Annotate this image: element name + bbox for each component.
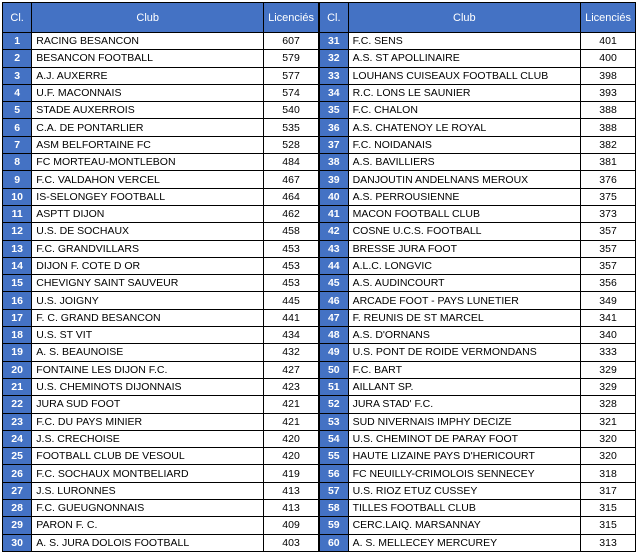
club-cell: F.C. VALDAHON VERCEL (32, 171, 264, 188)
rankings-body-right (320, 33, 636, 552)
licencies-cell: 341 (581, 309, 636, 326)
rank-cell: 30 (3, 534, 32, 551)
licencies-cell: 427 (264, 361, 319, 378)
licencies-cell: 453 (264, 257, 319, 274)
table-row (320, 50, 636, 67)
club-cell: C.A. DE PONTARLIER (32, 119, 264, 136)
rank-cell: 1 (3, 33, 32, 50)
rank-cell: 31 (320, 33, 349, 50)
licencies-cell: 484 (264, 154, 319, 171)
club-cell: FONTAINE LES DIJON F.C. (32, 361, 264, 378)
licencies-cell: 340 (581, 327, 636, 344)
table-row (320, 67, 636, 84)
licencies-cell: 376 (581, 171, 636, 188)
rank-cell: 8 (3, 154, 32, 171)
licencies-cell: 315 (581, 500, 636, 517)
licencies-cell: 464 (264, 188, 319, 205)
licencies-cell: 453 (264, 275, 319, 292)
licencies-cell: 333 (581, 344, 636, 361)
rank-cell: 32 (320, 50, 349, 67)
club-cell: JURA SUD FOOT (32, 396, 264, 413)
licencies-cell: 423 (264, 378, 319, 395)
table-row (320, 257, 636, 274)
club-cell: A.S. AUDINCOURT (348, 275, 581, 292)
licencies-cell: 375 (581, 188, 636, 205)
table-row (3, 430, 319, 447)
club-cell: A.S. BAVILLIERS (348, 154, 581, 171)
rank-cell: 33 (320, 67, 349, 84)
licencies-cell: 393 (581, 84, 636, 101)
licencies-cell: 382 (581, 136, 636, 153)
table-row (320, 413, 636, 430)
club-cell: FOOTBALL CLUB DE VESOUL (32, 448, 264, 465)
table-row (3, 465, 319, 482)
licencies-cell: 318 (581, 465, 636, 482)
rank-cell: 7 (3, 136, 32, 153)
club-cell: U.S. ST VIT (32, 327, 264, 344)
licencies-cell: 409 (264, 517, 319, 534)
rank-cell: 2 (3, 50, 32, 67)
club-cell: COSNE U.C.S. FOOTBALL (348, 223, 581, 240)
rank-cell: 59 (320, 517, 349, 534)
table-row (3, 223, 319, 240)
licencies-cell: 328 (581, 396, 636, 413)
table-row (3, 119, 319, 136)
table-row (3, 396, 319, 413)
header-rank: Cl. (320, 3, 349, 33)
licencies-cell: 445 (264, 292, 319, 309)
club-cell: TILLES FOOTBALL CLUB (348, 500, 581, 517)
licencies-cell: 403 (264, 534, 319, 551)
rank-cell: 27 (3, 482, 32, 499)
club-cell: ASM BELFORTAINE FC (32, 136, 264, 153)
club-cell: F.C. SENS (348, 33, 581, 50)
table-row (320, 482, 636, 499)
club-cell: U.S. CHEMINOT DE PARAY FOOT (348, 430, 581, 447)
rank-cell: 50 (320, 361, 349, 378)
licencies-cell: 579 (264, 50, 319, 67)
rank-cell: 11 (3, 205, 32, 222)
table-row (3, 84, 319, 101)
licencies-cell: 401 (581, 33, 636, 50)
rank-cell: 24 (3, 430, 32, 447)
rank-cell: 4 (3, 84, 32, 101)
club-cell: ARCADE FOOT - PAYS LUNETIER (348, 292, 581, 309)
table-row (3, 136, 319, 153)
table-row (3, 482, 319, 499)
club-cell: FC NEUILLY-CRIMOLOIS SENNECEY (348, 465, 581, 482)
club-cell: DANJOUTIN ANDELNANS MEROUX (348, 171, 581, 188)
club-cell: U.S. CHEMINOTS DIJONNAIS (32, 378, 264, 395)
table-row (3, 448, 319, 465)
header-row (320, 3, 636, 33)
licencies-cell: 357 (581, 223, 636, 240)
club-cell: JURA STAD' F.C. (348, 396, 581, 413)
rank-cell: 5 (3, 102, 32, 119)
licencies-cell: 432 (264, 344, 319, 361)
rank-cell: 39 (320, 171, 349, 188)
club-cell: SUD NIVERNAIS IMPHY DECIZE (348, 413, 581, 430)
licencies-cell: 458 (264, 223, 319, 240)
licencies-cell: 577 (264, 67, 319, 84)
rank-cell: 57 (320, 482, 349, 499)
club-cell: F. REUNIS DE ST MARCEL (348, 309, 581, 326)
club-cell: A.L.C. LONGVIC (348, 257, 581, 274)
table-row (320, 154, 636, 171)
club-cell: F.C. DU PAYS MINIER (32, 413, 264, 430)
club-cell: U.S. PONT DE ROIDE VERMONDANS (348, 344, 581, 361)
rank-cell: 22 (3, 396, 32, 413)
club-cell: A.S. PERROUSIENNE (348, 188, 581, 205)
table-row (3, 257, 319, 274)
table-row (3, 344, 319, 361)
rank-cell: 41 (320, 205, 349, 222)
table-row (320, 500, 636, 517)
rankings-body-left (3, 33, 319, 552)
rank-cell: 43 (320, 240, 349, 257)
table-row (320, 309, 636, 326)
table-row (320, 465, 636, 482)
rank-cell: 23 (3, 413, 32, 430)
club-cell: ASPTT DIJON (32, 205, 264, 222)
rank-cell: 53 (320, 413, 349, 430)
club-cell: A.S. ST APOLLINAIRE (348, 50, 581, 67)
rank-cell: 25 (3, 448, 32, 465)
club-cell: F.C. NOIDANAIS (348, 136, 581, 153)
club-cell: A. S. MELLECEY MERCUREY (348, 534, 581, 551)
licencies-cell: 528 (264, 136, 319, 153)
club-cell: PARON F. C. (32, 517, 264, 534)
rank-cell: 26 (3, 465, 32, 482)
table-row (320, 430, 636, 447)
header-rank: Cl. (3, 3, 32, 33)
table-row (320, 205, 636, 222)
rank-cell: 37 (320, 136, 349, 153)
rank-cell: 54 (320, 430, 349, 447)
licencies-cell: 421 (264, 413, 319, 430)
club-cell: BRESSE JURA FOOT (348, 240, 581, 257)
table-row (3, 205, 319, 222)
club-cell: BESANCON FOOTBALL (32, 50, 264, 67)
table-row (320, 448, 636, 465)
table-row (320, 188, 636, 205)
club-cell: AILLANT SP. (348, 378, 581, 395)
rank-cell: 34 (320, 84, 349, 101)
rank-cell: 45 (320, 275, 349, 292)
header-licencies: Licenciés (581, 3, 636, 33)
rank-cell: 47 (320, 309, 349, 326)
club-cell: U.S. JOIGNY (32, 292, 264, 309)
club-cell: U.F. MACONNAIS (32, 84, 264, 101)
table-row (3, 67, 319, 84)
table-row (320, 33, 636, 50)
table-row (320, 534, 636, 551)
rank-cell: 19 (3, 344, 32, 361)
licencies-cell: 320 (581, 448, 636, 465)
table-row (3, 240, 319, 257)
licencies-cell: 462 (264, 205, 319, 222)
rank-cell: 35 (320, 102, 349, 119)
rank-cell: 16 (3, 292, 32, 309)
licencies-cell: 420 (264, 430, 319, 447)
club-cell: LOUHANS CUISEAUX FOOTBALL CLUB (348, 67, 581, 84)
rankings-container (2, 2, 636, 552)
licencies-cell: 420 (264, 448, 319, 465)
header-licencies: Licenciés (264, 3, 319, 33)
club-cell: A.S. CHATENOY LE ROYAL (348, 119, 581, 136)
rank-cell: 13 (3, 240, 32, 257)
rankings-table-left (2, 2, 319, 552)
rankings-table-right (319, 2, 636, 552)
club-cell: J.S. LURONNES (32, 482, 264, 499)
table-row (320, 517, 636, 534)
table-row (3, 517, 319, 534)
club-cell: F.C. BART (348, 361, 581, 378)
club-cell: F. C. GRAND BESANCON (32, 309, 264, 326)
licencies-cell: 540 (264, 102, 319, 119)
licencies-cell: 317 (581, 482, 636, 499)
table-row (320, 378, 636, 395)
table-row (3, 188, 319, 205)
rank-cell: 9 (3, 171, 32, 188)
club-cell: HAUTE LIZAINE PAYS D'HERICOURT (348, 448, 581, 465)
header-club: Club (32, 3, 264, 33)
table-row (320, 171, 636, 188)
licencies-cell: 413 (264, 500, 319, 517)
club-cell: F.C. SOCHAUX MONTBELIARD (32, 465, 264, 482)
table-row (3, 154, 319, 171)
rank-cell: 42 (320, 223, 349, 240)
table-row (3, 292, 319, 309)
rank-cell: 46 (320, 292, 349, 309)
club-cell: F.C. CHALON (348, 102, 581, 119)
rank-cell: 28 (3, 500, 32, 517)
licencies-cell: 329 (581, 361, 636, 378)
table-row (3, 378, 319, 395)
table-row (3, 275, 319, 292)
licencies-cell: 388 (581, 102, 636, 119)
club-cell: STADE AUXERROIS (32, 102, 264, 119)
rank-cell: 21 (3, 378, 32, 395)
licencies-cell: 315 (581, 517, 636, 534)
table-row (320, 361, 636, 378)
licencies-cell: 388 (581, 119, 636, 136)
rank-cell: 56 (320, 465, 349, 482)
rank-cell: 58 (320, 500, 349, 517)
rank-cell: 38 (320, 154, 349, 171)
rank-cell: 51 (320, 378, 349, 395)
table-row (320, 102, 636, 119)
licencies-cell: 320 (581, 430, 636, 447)
table-row (320, 344, 636, 361)
table-row (3, 361, 319, 378)
club-cell: A. S. BEAUNOISE (32, 344, 264, 361)
rank-cell: 52 (320, 396, 349, 413)
table-row (320, 119, 636, 136)
table-row (3, 309, 319, 326)
club-cell: J.S. CRECHOISE (32, 430, 264, 447)
table-row (3, 171, 319, 188)
rank-cell: 20 (3, 361, 32, 378)
licencies-cell: 453 (264, 240, 319, 257)
licencies-cell: 467 (264, 171, 319, 188)
club-cell: F.C. GRANDVILLARS (32, 240, 264, 257)
licencies-cell: 373 (581, 205, 636, 222)
club-cell: U.S. DE SOCHAUX (32, 223, 264, 240)
club-cell: MACON FOOTBALL CLUB (348, 205, 581, 222)
rank-cell: 6 (3, 119, 32, 136)
table-row (320, 240, 636, 257)
table-row (320, 396, 636, 413)
licencies-cell: 441 (264, 309, 319, 326)
rank-cell: 36 (320, 119, 349, 136)
rank-cell: 12 (3, 223, 32, 240)
club-cell: CERC.LAIQ. MARSANNAY (348, 517, 581, 534)
licencies-cell: 349 (581, 292, 636, 309)
club-cell: R.C. LONS LE SAUNIER (348, 84, 581, 101)
club-cell: DIJON F. COTE D OR (32, 257, 264, 274)
rank-cell: 18 (3, 327, 32, 344)
licencies-cell: 574 (264, 84, 319, 101)
licencies-cell: 607 (264, 33, 319, 50)
club-cell: IS-SELONGEY FOOTBALL (32, 188, 264, 205)
table-row (3, 500, 319, 517)
licencies-cell: 400 (581, 50, 636, 67)
rank-cell: 49 (320, 344, 349, 361)
table-row (3, 33, 319, 50)
club-cell: F.C. GUEUGNONNAIS (32, 500, 264, 517)
rank-cell: 55 (320, 448, 349, 465)
table-row (320, 84, 636, 101)
club-cell: RACING BESANCON (32, 33, 264, 50)
licencies-cell: 356 (581, 275, 636, 292)
table-row (3, 50, 319, 67)
licencies-cell: 419 (264, 465, 319, 482)
rank-cell: 14 (3, 257, 32, 274)
licencies-cell: 313 (581, 534, 636, 551)
table-row (3, 102, 319, 119)
licencies-cell: 381 (581, 154, 636, 171)
rank-cell: 44 (320, 257, 349, 274)
licencies-cell: 357 (581, 240, 636, 257)
licencies-cell: 413 (264, 482, 319, 499)
table-row (3, 534, 319, 551)
header-row (3, 3, 319, 33)
rank-cell: 17 (3, 309, 32, 326)
licencies-cell: 421 (264, 396, 319, 413)
table-row (320, 275, 636, 292)
licencies-cell: 535 (264, 119, 319, 136)
table-row (3, 327, 319, 344)
club-cell: A.J. AUXERRE (32, 67, 264, 84)
rank-cell: 15 (3, 275, 32, 292)
table-row (3, 413, 319, 430)
licencies-cell: 321 (581, 413, 636, 430)
rank-cell: 10 (3, 188, 32, 205)
rank-cell: 40 (320, 188, 349, 205)
rank-cell: 60 (320, 534, 349, 551)
club-cell: A. S. JURA DOLOIS FOOTBALL (32, 534, 264, 551)
rank-cell: 29 (3, 517, 32, 534)
rank-cell: 48 (320, 327, 349, 344)
table-row (320, 292, 636, 309)
club-cell: A.S. D'ORNANS (348, 327, 581, 344)
rank-cell: 3 (3, 67, 32, 84)
header-club: Club (348, 3, 581, 33)
table-row (320, 327, 636, 344)
club-cell: U.S. RIOZ ETUZ CUSSEY (348, 482, 581, 499)
licencies-cell: 434 (264, 327, 319, 344)
licencies-cell: 329 (581, 378, 636, 395)
club-cell: CHEVIGNY SAINT SAUVEUR (32, 275, 264, 292)
table-row (320, 223, 636, 240)
licencies-cell: 357 (581, 257, 636, 274)
licencies-cell: 398 (581, 67, 636, 84)
table-row (320, 136, 636, 153)
club-cell: FC MORTEAU-MONTLEBON (32, 154, 264, 171)
